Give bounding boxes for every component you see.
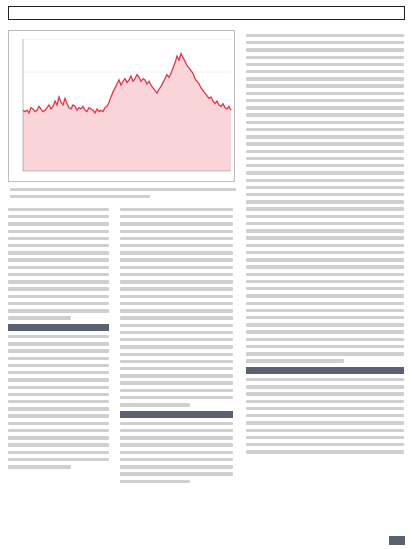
text-line	[246, 392, 404, 395]
text-line	[246, 229, 404, 232]
text-line	[246, 385, 404, 388]
text-line	[8, 251, 109, 254]
text-line	[120, 367, 233, 370]
text-line	[8, 287, 109, 290]
text-line	[120, 360, 233, 363]
text-line	[8, 400, 109, 403]
text-column-right	[246, 30, 404, 454]
text-line	[246, 294, 404, 297]
text-line	[8, 378, 109, 381]
text-line	[120, 374, 233, 377]
text-line	[246, 135, 404, 138]
text-line	[120, 353, 233, 356]
text-line	[246, 56, 404, 59]
text-line	[120, 273, 233, 276]
text-line	[8, 414, 109, 417]
text-line	[8, 386, 109, 389]
text-column-left	[8, 204, 109, 469]
text-line	[246, 171, 404, 174]
text-line	[8, 364, 109, 367]
section-heading	[8, 324, 109, 331]
text-line	[246, 121, 404, 124]
text-line	[246, 222, 404, 225]
text-line	[246, 378, 404, 381]
text-line	[8, 451, 109, 454]
text-line	[120, 429, 233, 432]
text-line	[246, 436, 404, 439]
text-line	[246, 273, 404, 276]
caption-line	[10, 188, 236, 191]
text-line	[120, 443, 233, 446]
text-line	[246, 236, 404, 239]
text-line	[246, 77, 404, 80]
text-line	[8, 357, 109, 360]
text-line	[120, 302, 233, 305]
text-line	[120, 331, 233, 334]
section-heading	[120, 411, 233, 418]
text-line	[8, 422, 109, 425]
text-line	[246, 265, 404, 268]
text-line	[246, 421, 404, 424]
text-line	[246, 316, 404, 319]
text-line	[246, 359, 344, 362]
text-line	[246, 63, 404, 66]
text-line	[120, 215, 233, 218]
text-line	[246, 323, 404, 326]
text-line	[120, 403, 190, 406]
text-line	[120, 222, 233, 225]
text-line	[246, 352, 404, 355]
text-line	[120, 338, 233, 341]
caption-line	[10, 195, 150, 198]
text-line	[246, 251, 404, 254]
text-line	[120, 251, 233, 254]
text-line	[246, 429, 404, 432]
chart-svg	[9, 31, 236, 183]
text-line	[246, 186, 404, 189]
text-line	[246, 34, 404, 37]
chart-figure	[8, 30, 235, 182]
text-line	[246, 450, 404, 453]
text-line	[246, 207, 404, 210]
text-line	[8, 309, 109, 312]
text-line	[8, 436, 109, 439]
page-footer	[200, 536, 405, 545]
text-line	[246, 84, 404, 87]
text-line	[246, 70, 404, 73]
text-line	[8, 349, 109, 352]
text-line	[246, 92, 404, 95]
text-line	[246, 99, 404, 102]
page-number	[389, 536, 405, 545]
page-header-frame	[8, 6, 405, 20]
text-line	[246, 414, 404, 417]
text-line	[8, 458, 109, 461]
text-line	[8, 371, 109, 374]
text-line	[246, 280, 404, 283]
text-line	[8, 407, 109, 410]
text-line	[120, 465, 233, 468]
text-line	[246, 345, 404, 348]
text-line	[246, 164, 404, 167]
text-line	[246, 179, 404, 182]
text-line	[246, 330, 404, 333]
text-line	[120, 345, 233, 348]
text-line	[120, 258, 233, 261]
figure-caption	[10, 184, 236, 198]
text-line	[120, 266, 233, 269]
text-line	[120, 287, 233, 290]
text-line	[120, 244, 233, 247]
text-line	[8, 230, 109, 233]
text-line	[8, 393, 109, 396]
text-line	[8, 302, 109, 305]
text-column-middle	[120, 204, 233, 483]
text-line	[8, 237, 109, 240]
text-line	[246, 309, 404, 312]
text-line	[8, 258, 109, 261]
text-line	[120, 381, 233, 384]
text-line	[120, 309, 233, 312]
text-line	[246, 215, 404, 218]
text-line	[246, 200, 404, 203]
text-line	[8, 222, 109, 225]
text-line	[246, 157, 404, 160]
text-line	[8, 465, 71, 468]
text-line	[246, 287, 404, 290]
text-line	[120, 280, 233, 283]
text-line	[246, 338, 404, 341]
text-line	[246, 128, 404, 131]
text-line	[8, 443, 109, 446]
section-heading	[246, 367, 404, 374]
text-line	[8, 273, 109, 276]
text-line	[246, 150, 404, 153]
series-area	[23, 54, 231, 171]
text-line	[8, 244, 109, 247]
text-line	[120, 458, 233, 461]
text-line	[8, 342, 109, 345]
text-line	[246, 302, 404, 305]
text-line	[120, 295, 233, 298]
text-line	[120, 396, 233, 399]
text-line	[120, 316, 233, 319]
text-line	[246, 106, 404, 109]
text-line	[246, 48, 404, 51]
text-line	[8, 335, 109, 338]
text-line	[246, 113, 404, 116]
text-line	[246, 443, 404, 446]
text-line	[120, 389, 233, 392]
text-line	[120, 472, 233, 475]
text-line	[246, 407, 404, 410]
text-line	[120, 208, 233, 211]
text-line	[120, 436, 233, 439]
text-line	[246, 41, 404, 44]
text-line	[246, 244, 404, 247]
text-line	[8, 266, 109, 269]
text-line	[246, 400, 404, 403]
text-line	[120, 422, 233, 425]
text-line	[8, 316, 71, 319]
text-line	[8, 208, 109, 211]
text-line	[8, 429, 109, 432]
text-line	[120, 237, 233, 240]
text-line	[120, 324, 233, 327]
text-line	[246, 258, 404, 261]
text-line	[8, 215, 109, 218]
text-line	[120, 480, 190, 483]
text-line	[8, 295, 109, 298]
text-line	[246, 193, 404, 196]
text-line	[246, 142, 404, 145]
text-line	[8, 280, 109, 283]
text-line	[120, 230, 233, 233]
text-line	[120, 451, 233, 454]
